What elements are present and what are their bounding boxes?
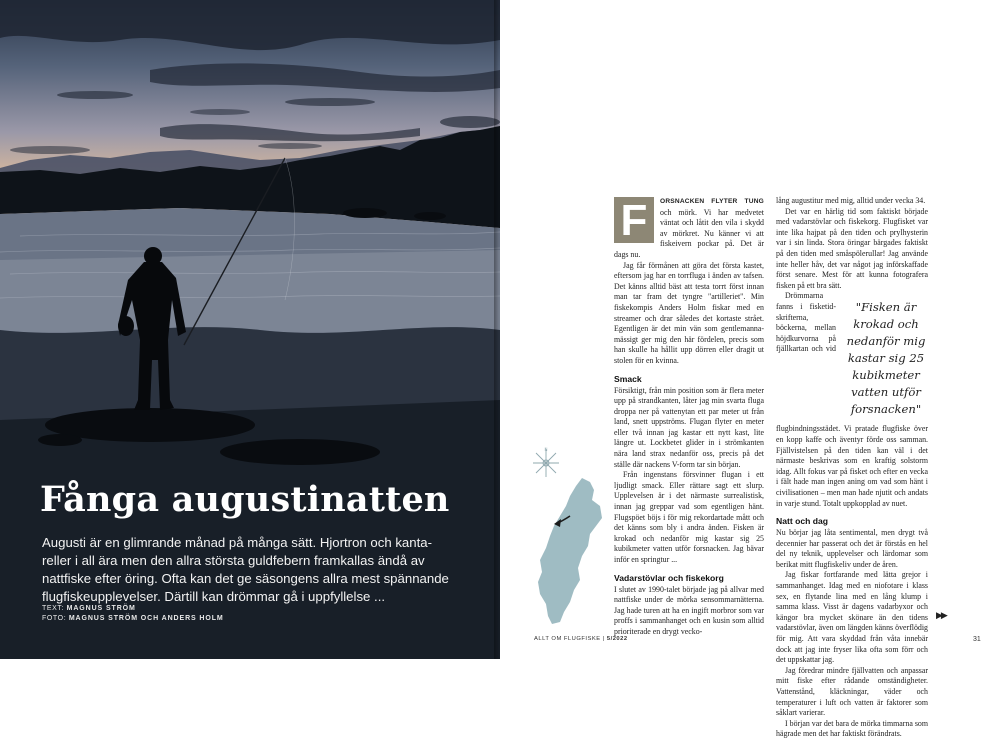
subhead-vadarstovlar: Vadarstövlar och fiskekorg	[614, 572, 724, 583]
location-map	[526, 446, 610, 626]
body-paragraph: Det var en härlig tid som faktiskt började med vadarstövlar och fiskekorg. Flugfisket var inte lika hajpat på den tiden och prylhysterin var i sin linda. Stora öringar bärgades faktiskt på den tiden med småspölerullar! Jag använde inte heller håv, det var något jag införskaffade först senare. Mest för att kunna fotografera fisken på ett bra sätt.	[776, 206, 928, 290]
body-paragraph: Jag får förmånen att göra det första kastet, eftersom jag har en torrfluga i änden av tafsen. Det känns alltid bäst att testa torrt först innan man tar fram det tyngre "artilleriet". Min fiskekompis Anders Holm fiskar med en streamer och drar således det kortaste strået. Egentligen är det min vän som gentlemannamässigt ger mig den här fördelen, precis som han skulle ha hållit upp dörren eller dragit ut stolen för en kvinna.	[614, 260, 764, 365]
sweden-map-icon	[530, 476, 608, 626]
subhead-natt-och-dag: Natt och dag	[776, 516, 829, 527]
body-paragraph: Drömmarna fanns i fisketidskrifterna, böckerna, mellan höjdkurvorna på fjällkartan och vid flugbindningsstädet. Vi pratade flugfiske över en kopp kaffe och äventyr förde oss samman. Fjällvistelsen på den tiden kan väl i det närmaste beskrivas som en kraftig solstorm idag. Allt fokus var på fisket och efter en vecka i fält hade man ingen aning om vad som hänt i civilisationen – men man hade njutit och andats in varje stund. Totalt uppkopplad av nuet.	[776, 291, 928, 508]
body-paragraph: Jag föredrar mindre fjällvatten och anpassar mitt fiske efter rådande omständigheter. Vattenstånd, kläckningar, väder och temperaturer i luft och vatten är faktorer som såklart varierar.	[776, 665, 928, 718]
drop-cap: F	[614, 197, 654, 243]
text-page	[500, 0, 1000, 739]
body-paragraph: Nu börjar jag låta sentimental, men drygt två decennier har passerat och det är förstås en hel del ny teknik, upplevelser och lärdomar som berikat mitt flugfiskeliv under de åren.	[776, 528, 928, 569]
continue-arrows-icon: ▶▶	[936, 611, 946, 621]
photo-page	[0, 0, 500, 659]
photo-credit: FOTO: MAGNUS STRÖM OCH ANDERS HOLM	[42, 614, 224, 622]
compass-rose-icon	[526, 446, 566, 480]
article-credits	[42, 604, 462, 623]
subhead-smack: Smack	[614, 373, 642, 384]
clouds	[0, 0, 500, 154]
article-lede: Augusti är en glimrande månad på många sätt. Hjortron och kantareller i all ära men den allra största guldfebern framkallas ändå av nattfiske efter öring. Ofta kan det ge säsongens allra mest spännande flugfiskeupplevelser. Därtill kan drömmar gå i uppfyllelse ...	[42, 535, 449, 604]
text-column-1	[614, 196, 764, 638]
lead-in-caps: ORSNACKEN FLYTER TUNG	[660, 198, 764, 205]
footer-separator: |	[602, 636, 605, 642]
magazine-name: ALLT OM FLUGFISKE	[534, 636, 601, 642]
text-column-2	[776, 196, 928, 740]
body-paragraph: lång augustitur med mig, alltid under vecka 34.	[776, 196, 926, 205]
body-paragraph: I slutet av 1990-talet började jag på allvar med nattfiske under de mörka sensommarnätterna. Jag hade turen att ha en ingift morbror som var proffs i sammanhanget och en kusin som alltid prioriterade en drygt vecko-	[614, 584, 764, 636]
issue-number: 5/2022	[606, 636, 628, 642]
article-headline: Fånga augustinatten	[40, 479, 450, 520]
body-paragraph: I början var det bara de mörka timmarna som hägrade men det har faktiskt förändrats.	[776, 718, 928, 739]
pull-quote: "Fisken är krokad och nedanför mig kastar sig 25 kubikmeter vatten utför forsnacken"	[846, 300, 926, 417]
body-paragraph: Från ingenstans försvinner flugan i ett ljudligt smack. Eller rättare sagt ett slurp. Upplevelsen är i det närmaste surrealistisk, innan jag greppar vad som egentligen hänt. Flugspöet böjs i för mig rekordartade mått och det känns som bly i andra änden. Fisken är krokad och nedanför mig kastar sig 25 kubikmeter vatten utför forsnacken. Jag bävar inför en springtur ...	[614, 470, 764, 564]
body-paragraph: Försiktigt, från min position som är flera meter upp på strandkanten, låter jag min svarta fluga droppa ner på vattenytan ett par meter ut från land, snett uppströms. Flugan flyter en meter eller två innan jag kastar ett nytt kast, lite längre ut. Lockbetet glider in i strömkanten nära land strax nedanför oss, precis på det ställe där nackens V-form tar sin början.	[614, 385, 764, 469]
text-credit: TEXT: MAGNUS STRÖM	[42, 605, 136, 612]
page-footer	[534, 636, 628, 642]
svg-text:N: N	[544, 447, 548, 452]
page-number: 31	[973, 636, 981, 643]
opening-paragraph: F ORSNACKEN FLYTER TUNG och mörk. Vi har medvetet väntat och låtit den vila i skydd av mörkret. Nu känner vi att fiskeivern pockar på. Det är dags nu.	[614, 196, 764, 259]
body-paragraph: Jag fiskar fortfarande med lätta grejor i sammanhanget. Idag med en niofotare i klass sex, en flytande lina med en lång klump i samma klass. Visst är dagens vadarbyxor och kängor bra mycket skönare än den tidens vadarstövlar, även om längden känns överflödig för mig. Att vara skyddad från våta innebär dock att jag inte fryser lika ofta som förr och det uppskattar jag.	[776, 570, 928, 665]
